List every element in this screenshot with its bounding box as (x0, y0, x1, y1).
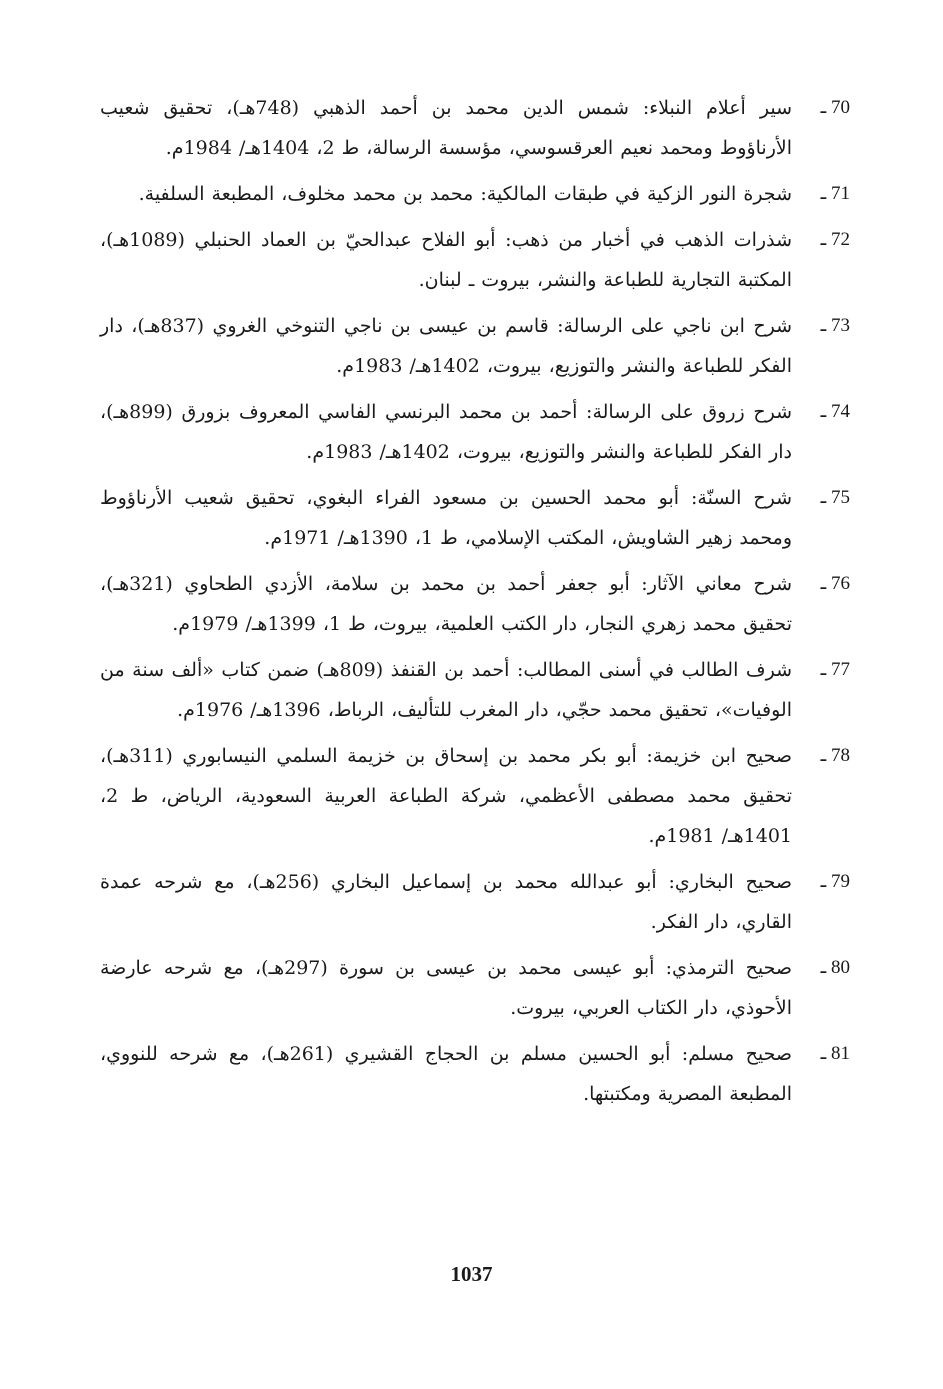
entry-number: 80 ـ (820, 957, 850, 978)
entry-text: شرح السنّة: أبو محمد الحسين بن مسعود الفراء البغوي، تحقيق شعيب الأرناؤوط ومحمد زهير الشاويش، المكتب الإسلامي، ط 1، 1390هـ/ 1971م. (100, 487, 792, 549)
bibliography-entry (100, 220, 850, 300)
entry-number: 70 ـ (820, 97, 850, 118)
entry-text: شذرات الذهب في أخبار من ذهب: أبو الفلاح عبدالحيّ بن العماد الحنبلي (1089هـ)، المكتبة التجارية للطباعة والنشر، بيروت ـ لبنان. (100, 229, 792, 291)
entry-text: صحيح ابن خزيمة: أبو بكر محمد بن إسحاق بن خزيمة السلمي النيسابوري (311هـ)، تحقيق محمد مصطفى الأعظمي، شركة الطباعة العربية السعودية، الرياض، ط 2، 1401هـ/ 1981م. (100, 745, 792, 847)
bibliography-entry (100, 478, 850, 558)
bibliography-entry (100, 948, 850, 1028)
entry-number: 77 ـ (820, 659, 850, 680)
bibliography-entry (100, 174, 850, 214)
bibliography-entry (100, 88, 850, 168)
entry-number: 74 ـ (820, 401, 850, 422)
entry-number: 79 ـ (820, 871, 850, 892)
entry-text: صحيح مسلم: أبو الحسين مسلم بن الحجاج القشيري (261هـ)، مع شرحه للنووي، المطبعة المصرية ومكتبتها. (100, 1043, 792, 1105)
entry-number: 81 ـ (820, 1043, 850, 1064)
entry-text: شرح معاني الآثار: أبو جعفر أحمد بن محمد بن سلامة، الأزدي الطحاوي (321هـ)، تحقيق محمد زهري النجار، دار الكتب العلمية، بيروت، ط 1، 1399هـ/ 1979م. (100, 573, 792, 635)
bibliography-entry (100, 392, 850, 472)
entry-number: 75 ـ (820, 487, 850, 508)
entry-text: صحيح البخاري: أبو عبدالله محمد بن إسماعيل البخاري (256هـ)، مع شرحه عمدة القاري، دار الفكر. (100, 871, 793, 933)
bibliography-list (100, 88, 850, 1120)
entry-text: شرف الطالب في أسنى المطالب: أحمد بن القنفذ (809هـ) ضمن كتاب «ألف سنة من الوفيات»، تحقيق محمد حجّي، دار المغرب للتأليف، الرباط، 1396هـ/ 1976م. (100, 659, 792, 721)
page-number: 1037 (450, 1262, 493, 1286)
entry-text: سير أعلام النبلاء: شمس الدين محمد بن أحمد الذهبي (748هـ)، تحقيق شعيب الأرناؤوط ومحمد نعيم العرقسوسي، مؤسسة الرسالة، ط 2، 1404هـ/ 1984م. (100, 97, 792, 159)
entry-text: شرح زروق على الرسالة: أحمد بن محمد البرنسي الفاسي المعروف بزورق (899هـ)، دار الفكر للطباعة والنشر والتوزيع، بيروت، 1402هـ/ 1983م. (100, 401, 792, 463)
entry-text: صحيح الترمذي: أبو عيسى محمد بن عيسى بن سورة (297هـ)، مع شرحه عارضة الأحوذي، دار الكتاب العربي، بيروت. (100, 957, 792, 1019)
entry-text: شجرة النور الزكية في طبقات المالكية: محمد بن محمد مخلوف، المطبعة السلفية. (138, 183, 792, 205)
entry-text: شرح ابن ناجي على الرسالة: قاسم بن عيسى بن ناجي التنوخي الغروي (837هـ)، دار الفكر للطباعة والنشر والتوزيع، بيروت، 1402هـ/ 1983م. (100, 315, 792, 377)
entry-number: 71 ـ (820, 183, 850, 204)
bibliography-entry (100, 1034, 850, 1114)
bibliography-entry (100, 862, 850, 942)
entry-number: 73 ـ (820, 315, 850, 336)
bibliography-entry (100, 306, 850, 386)
entry-number: 78 ـ (820, 745, 850, 766)
bibliography-entry (100, 564, 850, 644)
bibliography-entry (100, 650, 850, 730)
entry-number: 72 ـ (820, 229, 850, 250)
entry-number: 76 ـ (820, 573, 850, 594)
bibliography-entry (100, 736, 850, 856)
